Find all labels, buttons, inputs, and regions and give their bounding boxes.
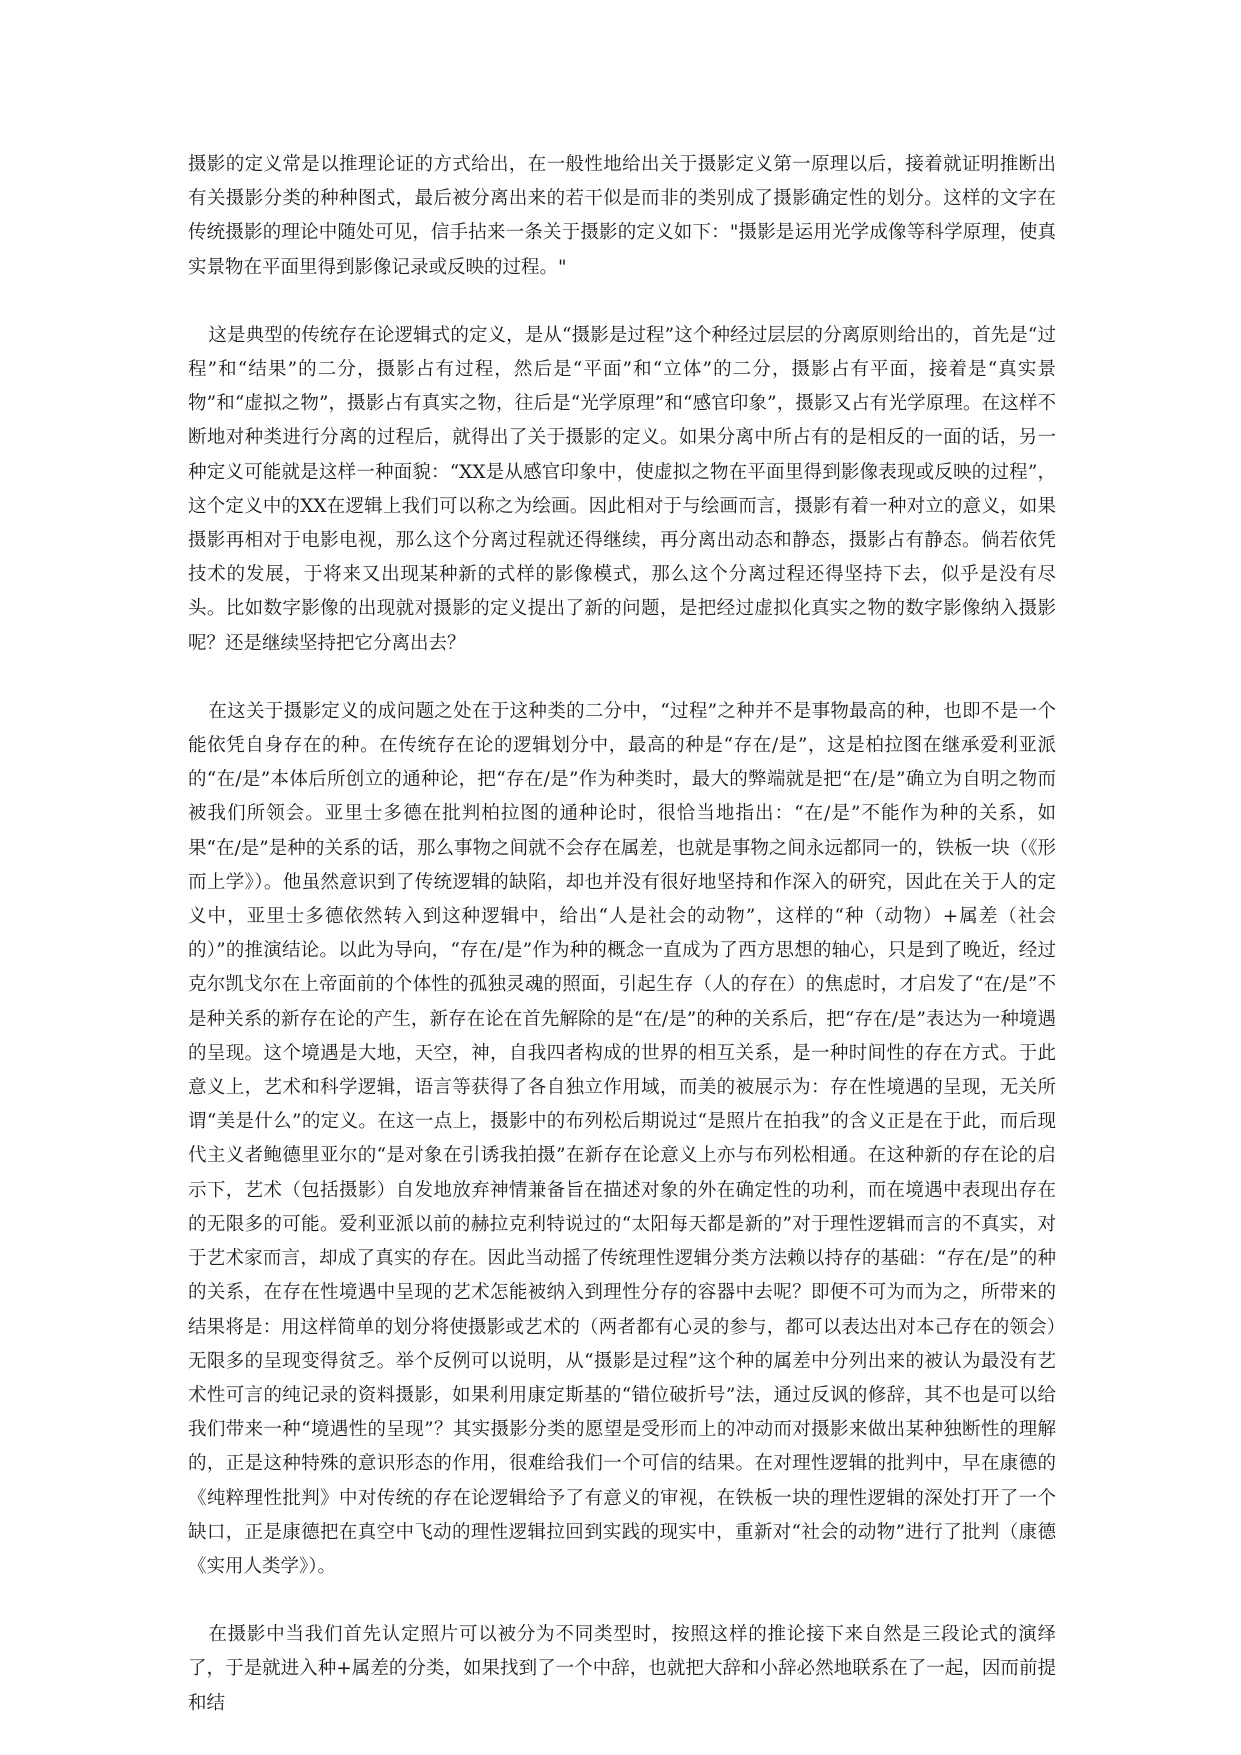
paragraph-3: 在这关于摄影定义的成问题之处在于这种类的二分中，“过程”之种并不是事物最高的种，也即不是一个能依凭自身存在的种。在传统存在论的逻辑划分中，最高的种是“存在/是”，这是柏拉图在继承爱利亚派的“在/是”本体后所创立的通种论，把“存在/是”作为种类时，最大的弊端就是把“在/是”确立为自明之物而被我们所领会。亚里士多德在批判柏拉图的通种论时，很恰当地指出：“在/是”不能作为种的关系，如果“在/是”是种的关系的话，那么事物之间就不会存在属差，也就是事物之间永远都同一的，铁板一块（《形而上学》）。他虽然意识到了传统逻辑的缺陷，却也并没有很好地坚持和作深入的研究，因此在关于人的定义中，亚里士多德依然转入到这种逻辑中，给出“人是社会的动物”，这样的“种（动物）+属差（社会的）”的推演结论。以此为导向，“存在/是”作为种的概念一直成为了西方思想的轴心，只是到了晚近，经过克尔凯戈尔在上帝面前的个体性的孤独灵魂的照面，引起生存（人的存在）的焦虑时，才启发了“在/是”不是种关系的新存在论的产生，新存在论在首先解除的是“在/是”的种的关系后，把“存在/是”表达为一种境遇的呈现。这个境遇是大地，天空，神，自我四者构成的世界的相互关系，是一种时间性的存在方式。于此意义上，艺术和科学逻辑，语言等获得了各自独立作用域，而美的被展示为：存在性境遇的呈现，无关所谓“美是什么”的定义。在这一点上，摄影中的布列松后期说过“是照片在拍我”的含义正是在于此，而后现代主义者鲍德里亚尔的“是对象在引诱我拍摄”在新存在论意义上亦与布列松相通。在这种新的存在论的启示下，艺术（包括摄影）自发地放弃神情兼备旨在描述对象的外在确定性的功利，而在境遇中表现出存在的无限多的可能。爱利亚派以前的赫拉克利特说过的“太阳每天都是新的”对于理性逻辑而言的不真实，对于艺术家而言，却成了真实的存在。因此当动摇了传统理性逻辑分类方法赖以持存的基础：“存在/是”的种的关系，在存在性境遇中呈现的艺术怎能被纳入到理性分存的容器中去呢？即便不可为而为之，所带来的结果将是：用这样简单的划分将使摄影或艺术的（两者都有心灵的参与，都可以表达出对本己存在的领会）无限多的呈现变得贫乏。举个反例可以说明，从“摄影是过程”这个种的属差中分列出来的被认为最没有艺术性可言的纯记录的资料摄影，如果利用康定斯基的“错位破折号”法，通过反讽的修辞，其不也是可以给我们带来一种“境遇性的呈现”？其实摄影分类的愿望是受形而上的冲动而对摄影来做出某种独断性的理解的，正是这种特殊的意识形态的作用，很难给我们一个可信的结果。在对理性逻辑的批判中，早在康德的《纯粹理性批判》中对传统的存在论逻辑给予了有意义的审视，在铁板一块的理性逻辑的深处打开了一个缺口，正是康德把在真空中飞动的理性逻辑拉回到实践的现实中，重新对“社会的动物”进行了批判（康德《实用人类学》）。 xyxy=(188,700,1056,1577)
paragraph-1: 摄影的定义常是以推理论证的方式给出，在一般性地给出关于摄影定义第一原理以后，接着就证明推断出有关摄影分类的种种图式，最后被分离出来的若干似是而非的类别成了摄影确定性的划分。这样的文字在传统摄影的理论中随处可见，信手拈来一条关于摄影的定义如下："摄影是运用光学成像等科学原理，使真实景物在平面里得到影像记录或反映的过程。" xyxy=(188,154,1056,278)
paragraph-4: 在摄影中当我们首先认定照片可以被分为不同类型时，按照这样的推论接下来自然是三段论式的演绎了，于是就进入种+属差的分类，如果找到了一个中辞，也就把大辞和小辞必然地联系在了一起，因而前提和结 xyxy=(188,1624,1056,1714)
document-body xyxy=(188,148,1056,1755)
paragraph-2: 这是典型的传统存在论逻辑式的定义，是从“摄影是过程”这个种经过层层的分离原则给出的，首先是“过程”和“结果”的二分，摄影占有过程，然后是“平面”和“立体”的二分，摄影占有平面，接着是“真实景物”和“虚拟之物”，摄影占有真实之物，往后是“光学原理”和“感官印象”，摄影又占有光学原理。在这样不断地对种类进行分离的过程后，就得出了关于摄影的定义。如果分离中所占有的是相反的一面的话，另一种定义可能就是这样一种面貌：“XX是从感官印象中，使虚拟之物在平面里得到影像表现或反映的过程”，这个定义中的XX在逻辑上我们可以称之为绘画。因此相对于与绘画而言，摄影有着一种对立的意义，如果摄影再相对于电影电视，那么这个分离过程就还得继续，再分离出动态和静态，摄影占有静态。倘若依凭技术的发展，于将来又出现某种新的式样的影像模式，那么这个分离过程还得坚持下去，似乎是没有尽头。比如数字影像的出现就对摄影的定义提出了新的问题，是把经过虚拟化真实之物的数字影像纳入摄影呢？还是继续坚持把它分离出去？ xyxy=(188,324,1056,654)
